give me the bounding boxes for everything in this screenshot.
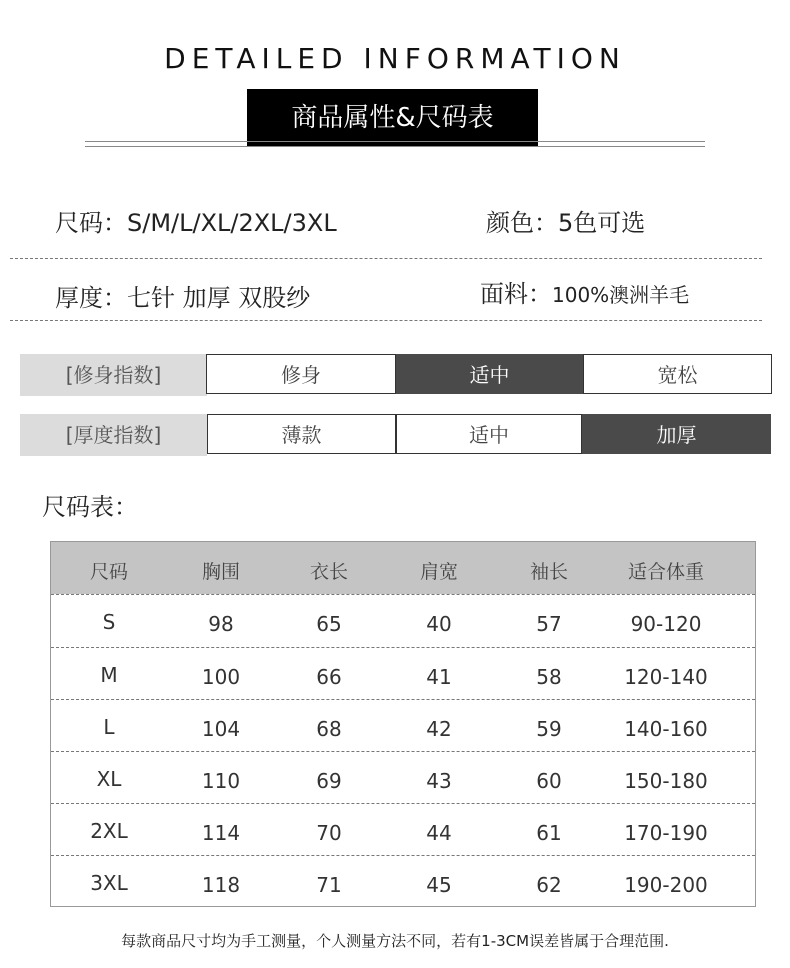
table-cell: 150-180 (624, 769, 708, 793)
title-divider-bottom (85, 146, 705, 147)
fit-option-loose: 宽松 (583, 354, 772, 394)
table-cell: 118 (201, 873, 241, 897)
header-cell-weight: 适合体重 (627, 561, 705, 583)
row-divider (51, 751, 755, 752)
attr-color: 颜色：5色可选 (486, 209, 646, 237)
thickness-option-thick: 加厚 (582, 414, 771, 454)
page-title: DETAILED INFORMATION (164, 42, 626, 75)
table-cell: 41 (426, 665, 452, 689)
header-cell-size: 尺码 (89, 561, 129, 583)
divider (10, 320, 762, 321)
table-cell: 61 (536, 821, 562, 845)
fit-index-label: [修身指数] (20, 354, 207, 396)
table-cell: 40 (426, 612, 452, 636)
thickness-index-label: [厚度指数] (20, 414, 207, 456)
thickness-option-thin: 薄款 (207, 414, 396, 454)
table-cell: 70 (316, 821, 342, 845)
table-cell: 90-120 (630, 612, 702, 636)
table-cell: 98 (208, 612, 234, 636)
table-cell: L (103, 715, 115, 739)
table-cell: 44 (426, 821, 452, 845)
table-cell: 190-200 (624, 873, 708, 897)
size-table (50, 541, 756, 907)
row-divider (51, 803, 755, 804)
table-cell: 43 (426, 769, 452, 793)
table-cell: S (102, 610, 116, 634)
table-cell: 69 (316, 769, 342, 793)
fit-option-regular: 适中 (396, 354, 583, 394)
table-cell: 110 (201, 769, 241, 793)
table-cell: 68 (316, 717, 342, 741)
row-divider (51, 647, 755, 648)
table-cell: 104 (201, 717, 241, 741)
header-cell-length: 衣长 (309, 561, 349, 583)
divider (10, 258, 762, 259)
table-cell: 57 (536, 612, 562, 636)
attr-fabric-value: 100%澳洲羊毛 (552, 283, 690, 307)
table-cell: 65 (316, 612, 342, 636)
header-cell-shoulder: 肩宽 (419, 561, 459, 583)
table-cell: 45 (426, 873, 452, 897)
table-cell: 2XL (90, 819, 128, 843)
table-cell: 114 (201, 821, 241, 845)
attr-fabric-label: 面料： (480, 280, 552, 308)
table-cell: 60 (536, 769, 562, 793)
size-table-header (51, 542, 755, 594)
table-cell: 58 (536, 665, 562, 689)
title-divider-top (85, 141, 705, 142)
table-cell: XL (96, 767, 122, 791)
header-cell-sleeve: 袖长 (529, 561, 569, 583)
header-cell-chest: 胸围 (201, 561, 241, 583)
row-divider (51, 855, 755, 856)
footnote: 每款商品尺寸均为手工测量，个人测量方法不同，若有1-3CM误差皆属于合理范围. (121, 932, 669, 950)
row-divider (51, 699, 755, 700)
table-cell: 100 (201, 665, 241, 689)
fit-option-slim: 修身 (206, 354, 396, 394)
attr-fabric (480, 274, 689, 309)
table-cell: 120-140 (624, 665, 708, 689)
table-cell: 66 (316, 665, 342, 689)
table-cell: 62 (536, 873, 562, 897)
section-subtitle: 商品属性&尺码表 (247, 89, 538, 147)
thickness-option-medium: 适中 (396, 414, 582, 454)
table-cell: 170-190 (624, 821, 708, 845)
table-cell: 3XL (90, 871, 128, 895)
table-cell: 59 (536, 717, 562, 741)
table-cell: 71 (316, 873, 342, 897)
table-cell: M (100, 663, 118, 687)
row-divider (51, 594, 755, 595)
attr-thickness: 厚度：七针 加厚 双股纱 (55, 284, 311, 312)
table-cell: 42 (426, 717, 452, 741)
attr-size: 尺码：S/M/L/XL/2XL/3XL (55, 209, 337, 237)
size-chart-heading: 尺码表： (42, 493, 138, 521)
table-cell: 140-160 (624, 717, 708, 741)
